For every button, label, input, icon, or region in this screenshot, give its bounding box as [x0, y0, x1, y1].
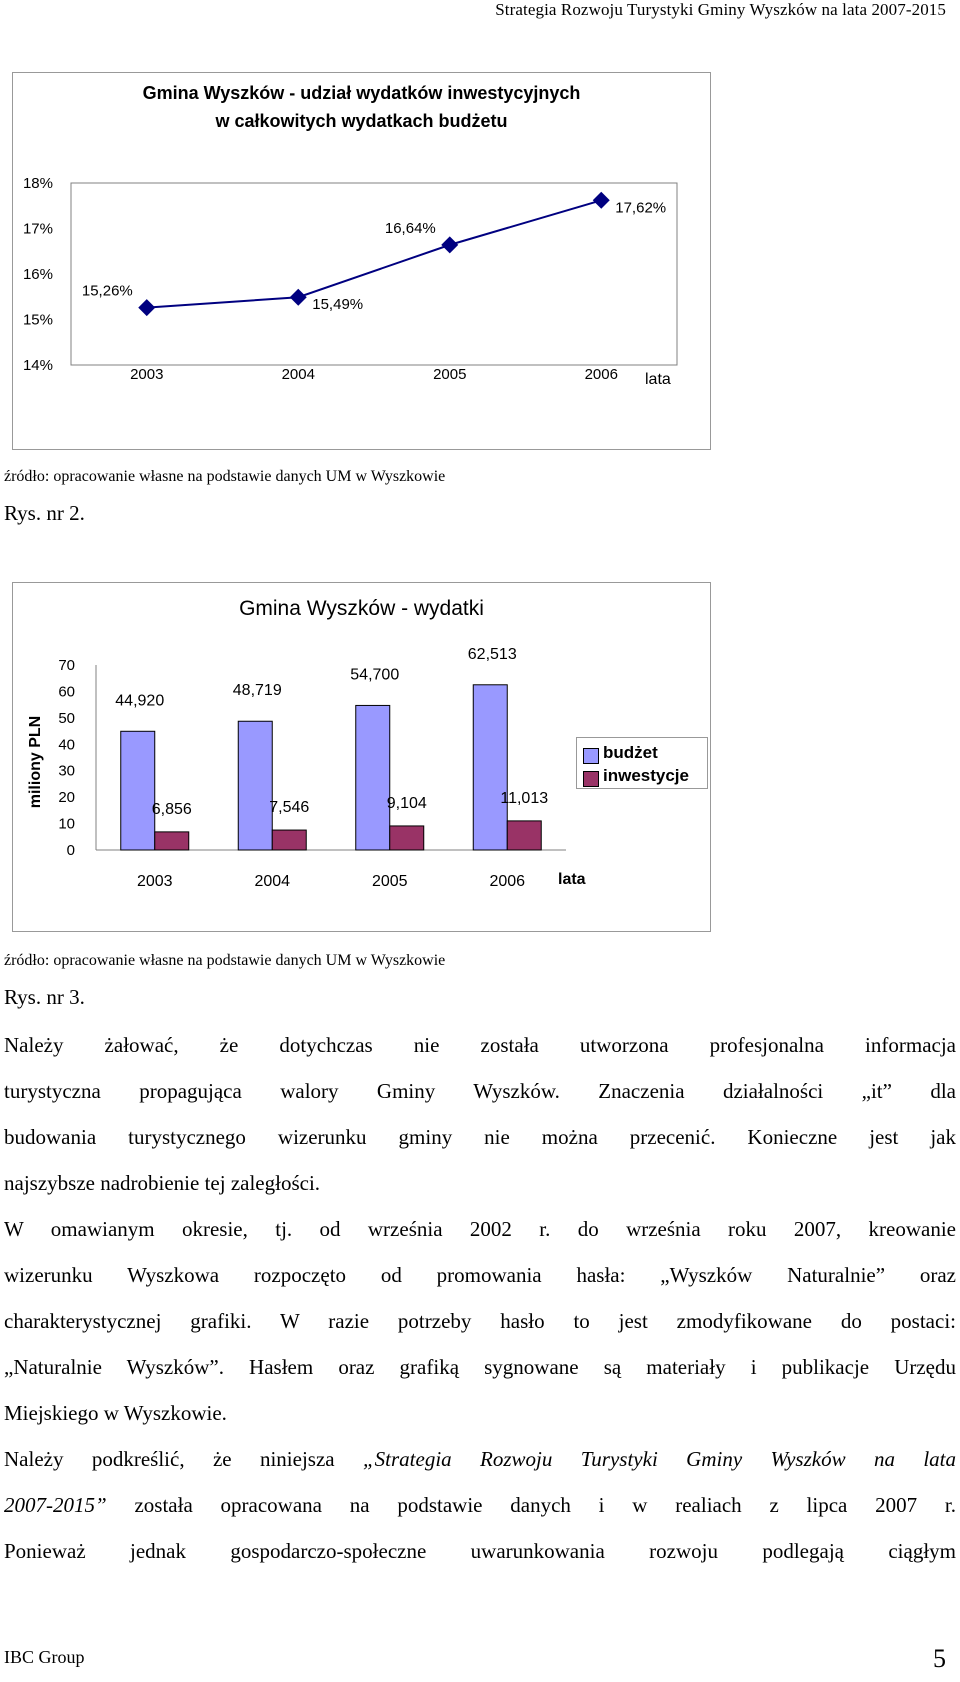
paragraph-3 [4, 1436, 956, 1574]
data-label: 15,26% [81, 282, 133, 300]
strategy-title-italic: „Strategia Rozwoju Turystyki Gminy Wyszków na lata [363, 1447, 957, 1471]
x-tick-label: 2003 [136, 873, 173, 890]
x-tick-label: 2003 [130, 366, 164, 383]
source-note-2: źródło: opracowanie własne na podstawie danych UM w Wyszkowie [4, 952, 446, 969]
y-tick-label: 16% [22, 266, 53, 283]
x-axis-label: lata [558, 871, 586, 888]
y-tick-label: 30 [58, 762, 75, 780]
text-line: Należy żałować, że dotychczas nie została utworzona profesjonalna informacja [4, 1033, 956, 1057]
text-segment: została opracowana na podstawie danych i w realiach z lipca 2007 r. [106, 1493, 956, 1517]
x-tick-label: 2005 [371, 873, 408, 890]
strategy-title-italic: 2007-2015” [4, 1493, 107, 1517]
bar-budzet [238, 721, 272, 850]
plot-area [71, 183, 677, 365]
data-label: 15,49% [312, 296, 364, 314]
y-tick-label: 18% [22, 175, 53, 192]
page-number: 5 [933, 1644, 946, 1673]
paragraph-2 [4, 1206, 956, 1436]
legend-swatch-budzet [583, 748, 599, 764]
text-line [4, 1482, 956, 1528]
y-tick-label: 60 [58, 683, 75, 701]
paragraph-1 [4, 1022, 956, 1206]
figure-caption-2: Rys. nr 2. [4, 501, 85, 525]
footer-company: IBC Group [4, 1647, 85, 1667]
y-tick-label: 70 [58, 657, 75, 674]
y-tick-label: 20 [58, 789, 75, 807]
bar-inwestycje [507, 821, 541, 850]
y-tick-label: 50 [58, 709, 75, 727]
x-tick-label: 2004 [281, 366, 315, 383]
legend-label-budzet: budżet [603, 743, 658, 762]
source-note-1: źródło: opracowanie własne na podstawie danych UM w Wyszkowie [4, 468, 446, 485]
chart-expenditures [12, 582, 711, 932]
running-header: Strategia Rozwoju Turystyki Gminy Wyszków na lata 2007-2015 [495, 0, 946, 19]
y-tick-label: 40 [58, 736, 75, 754]
text-line: Miejskiego w Wyszkowie. [4, 1401, 227, 1425]
y-tick-label: 17% [22, 220, 53, 238]
y-tick-label: 14% [22, 357, 53, 374]
data-label: 16,64% [384, 219, 436, 237]
x-tick-label: 2006 [584, 366, 618, 383]
bar-inwestycje [390, 826, 424, 850]
text-line: budowania turystycznego wizerunku gminy nie można przecenić. Konieczne jest jak [4, 1125, 956, 1149]
x-tick-label: 2006 [489, 873, 526, 890]
bar-budzet [473, 685, 507, 850]
text-line: Ponieważ jednak gospodarczo-społeczne uwarunkowania rozwoju podlegają ciągłym [4, 1539, 956, 1563]
text-line: W omawianym okresie, tj. od września 2002 r. do września roku 2007, kreowanie [4, 1217, 956, 1241]
data-label: 62,513 [467, 645, 517, 663]
text-line: najszybsze nadrobienie tej zaległości. [4, 1171, 321, 1195]
text-segment: Należy podkreślić, że niniejsza [4, 1447, 363, 1471]
data-label: 17,62% [615, 199, 667, 217]
bar-inwestycje [155, 832, 189, 850]
text-line [4, 1436, 956, 1482]
chart-legend [576, 737, 708, 789]
text-line: „Naturalnie Wyszków”. Hasłem oraz grafiką sygnowane są materiały i publikacje Urzędu [4, 1355, 956, 1379]
chart-title: Gmina Wyszków - wydatki [239, 597, 484, 620]
y-axis-label: miliony PLN [27, 715, 44, 809]
data-label: 48,719 [232, 682, 282, 700]
x-tick-label: 2005 [433, 366, 467, 383]
chart-investment-share [12, 72, 711, 450]
data-label: 44,920 [115, 692, 165, 710]
text-line: charakterystycznej grafiki. W razie potrzeby hasło to jest zmodyfikowane do postaci: [4, 1309, 956, 1333]
legend-swatch-inwestycje [583, 771, 599, 787]
figure-caption-3: Rys. nr 3. [4, 985, 85, 1009]
x-tick-label: 2004 [254, 873, 291, 890]
text-line: turystyczna propagująca walory Gminy Wyszków. Znaczenia działalności „it” dla [4, 1079, 956, 1103]
chart-title-line2: w całkowitych wydatkach budżetu [215, 111, 508, 131]
data-label: 7,546 [269, 799, 310, 817]
data-label: 6,856 [151, 800, 192, 818]
bar-inwestycje [272, 830, 306, 850]
legend-label-inwestycje: inwestycje [603, 766, 689, 785]
data-label: 9,104 [386, 794, 427, 812]
y-tick-label: 15% [22, 311, 53, 329]
bar-budzet [121, 731, 155, 850]
chart-title-line1: Gmina Wyszków - udział wydatków inwestycyjnych [142, 83, 581, 103]
line-chart-plot [13, 73, 710, 449]
data-label: 54,700 [350, 666, 400, 684]
x-axis-label: lata [645, 371, 671, 388]
text-line: wizerunku Wyszkowa rozpoczęto od promowania hasła: „Wyszków Naturalnie” oraz [4, 1263, 956, 1287]
y-tick-label: 0 [66, 842, 75, 859]
bar-budzet [356, 705, 390, 850]
y-tick-label: 10 [58, 815, 75, 833]
data-label: 11,013 [500, 789, 549, 807]
